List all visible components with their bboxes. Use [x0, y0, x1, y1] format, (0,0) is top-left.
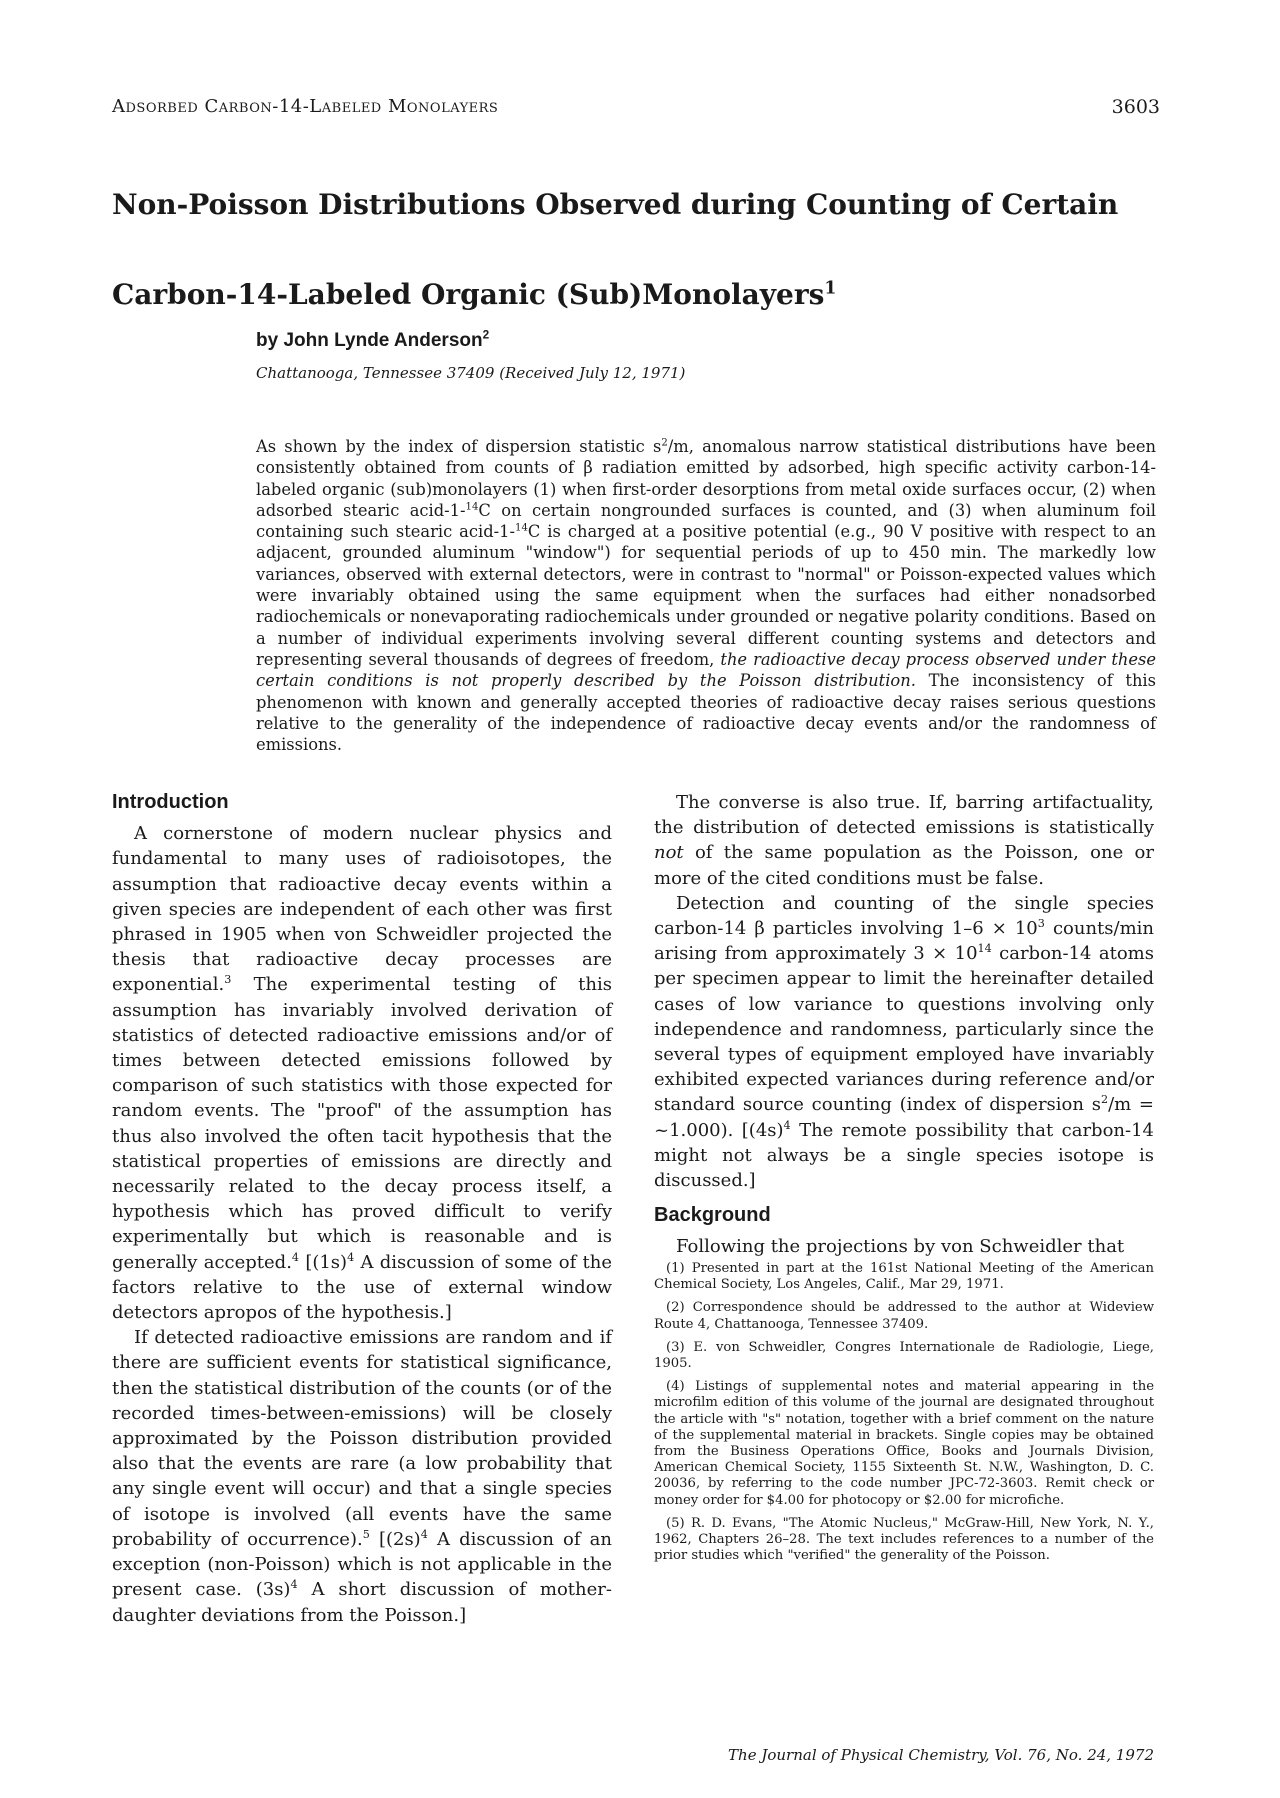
superscript: 14	[977, 942, 992, 956]
paragraph	[654, 790, 1154, 891]
author-byline	[256, 330, 856, 352]
paragraph-text: /m = ~1.000). [(4s)	[654, 1094, 1155, 1141]
abstract-text: As shown by the index of dispersion statistic s	[256, 437, 662, 456]
paragraph	[654, 891, 1154, 1193]
page-number: 3603	[1111, 96, 1160, 118]
footnotes	[654, 1261, 1154, 1571]
footnote-ref: 1	[824, 278, 837, 299]
paragraph	[112, 821, 612, 1325]
footnote-ref: 2	[482, 328, 490, 342]
abstract-text: /m, anomalous narrow statistical distributions have been consistently obtained from counts of β radiation emitted by adsorbed, high specific activity carbon-14-labeled organic (sub)monolayers (1) when first-order desorptions from metal oxide surfaces occur, (2) when adsorbed stearic acid-1-	[256, 437, 1157, 520]
paragraph	[112, 1325, 612, 1627]
paragraph-text: The converse is also true. If, barring artifactuality, the distribution of detected emissions is statistically	[654, 792, 1154, 839]
paragraph-text: carbon-14 atoms per specimen appear to limit the hereinafter detailed cases of low variance to questions involving only independence and randomness, particularly since the several types of equipment employed have invariably exhibited expected variances during reference and/or standard source counting (index of dispersion s	[654, 943, 1154, 1116]
footnote-ref: 4	[290, 1578, 298, 1592]
paragraph-text: A short discussion of mother-daughter deviations from the Poisson.]	[112, 1579, 612, 1626]
paragraph-text: [(1s)	[299, 1251, 348, 1273]
section-heading-background: Background	[654, 1204, 771, 1227]
footnote: (2) Correspondence should be addressed to the author at Wideview Route 4, Chattanooga, Tennessee 37409.	[654, 1300, 1154, 1332]
superscript: 2	[1100, 1093, 1109, 1107]
paragraph: Following the projections by von Schweidler that	[676, 1236, 1125, 1258]
abstract-text: The inconsistency of this phenomenon with known and generally accepted theories of radioactive decay raises serious questions relative to the generality of the independence of radioactive decay events and/or the randomness of emissions.	[256, 671, 1156, 755]
abstract	[256, 436, 1156, 755]
affiliation: Chattanooga, Tennessee 37409 (Received July 12, 1971)	[256, 364, 686, 382]
footnote-ref: 3	[224, 973, 232, 987]
paragraph-text: [(2s)	[369, 1528, 421, 1550]
section-heading-introduction: Introduction	[112, 791, 229, 813]
title-line-1: Non-Poisson Distributions Observed during Counting of Certain	[112, 188, 1119, 221]
title-line-2	[112, 250, 1172, 340]
journal-footer: The Journal of Physical Chemistry, Vol. 76, No. 24, 1972	[728, 1746, 1154, 1764]
paragraph-text: counts/min arising from approximately 3 × 10	[654, 918, 1154, 965]
paragraph-text: The experimental testing of this assumption has invariably involved derivation of statistics of detected radioactive emissions and/or of times between detected emissions followed by comparison of such statistics with those expected for random events. The "proof" of the assumption has thus also involved the often tacit hypothesis that the statistical properties of emissions are directly and necessarily related to the decay process itself, a hypothesis which has proved difficult to verify experimentally but which is reasonable and is generally accepted.	[112, 974, 612, 1273]
right-column	[654, 790, 1154, 1260]
superscript: 14	[515, 522, 528, 534]
footnote-ref: 4	[783, 1118, 791, 1132]
abstract-emphasis: the radioactive decay process observed under these certain conditions is not properly described by the Poisson distribution.	[256, 649, 1156, 691]
author-name: by John Lynde Anderson	[256, 330, 483, 351]
paragraph-text: A discussion of some of the factors relative to the use of external window detectors apropos of the hypothesis.]	[112, 1251, 613, 1324]
left-column	[112, 790, 612, 1628]
emphasis: not	[654, 842, 684, 864]
superscript: 3	[1037, 917, 1045, 931]
paragraph-text: A cornerstone of modern nuclear physics and fundamental to many uses of radioisotopes, the assumption that radioactive decay events within a given species are independent of each other was first phrased in 1905 when von Schweidler projected the thesis that radioactive decay processes are exponential.	[112, 823, 612, 996]
paragraph-text: The remote possibility that carbon-14 might not always be a single species isotope is discussed.]	[654, 1119, 1154, 1192]
footnote-ref: 5	[362, 1527, 370, 1541]
running-head: Adsorbed Carbon-14-Labeled Monolayers	[112, 96, 499, 117]
paragraph-text: A discussion of an exception (non-Poisson) which is not applicable in the present case. (3s)	[112, 1528, 612, 1601]
paragraph-text: If detected radioactive emissions are random and if there are sufficient events for statistical significance, then the statistical distribution of the counts (or of the recorded times-between-emissions) will be closely approximated by the Poisson distribution provided also that the events are rare (a low probability that any single event will occur) and that a single species of isotope is involved (all events have the same probability of occurrence).	[112, 1327, 612, 1550]
superscript: 2	[661, 437, 668, 449]
footnote-ref: 4	[420, 1527, 428, 1541]
footnote: (5) R. D. Evans, "The Atomic Nucleus," McGraw-Hill, New York, N. Y., 1962, Chapters 26–28. The text includes references to a number of the prior studies which "verified" the generality of the Poisson.	[654, 1515, 1154, 1564]
footnote-ref: 4	[291, 1250, 300, 1264]
abstract-text: C is charged at a positive potential (e.g., 90 V positive with respect to an adjacent, grounded aluminum "window") for sequential periods of up to 450 min. The markedly low variances, observed with external detectors, were in contrast to "normal" or Poisson-expected values which were invariably obtained using the same equipment when the surfaces had either nonadsorbed radiochemicals or nonevaporating radiochemicals under grounded or negative polarity conditions. Based on a number of individual experiments involving several different counting systems and detectors and representing several thousands of degrees of freedom,	[256, 522, 1156, 669]
title-line-2-text: Carbon-14-Labeled Organic (Sub)Monolayers	[112, 278, 825, 311]
superscript: 14	[465, 501, 479, 513]
footnote-ref: 4	[347, 1250, 355, 1264]
footnote: (1) Presented in part at the 161st National Meeting of the American Chemical Society, Los Angeles, Calif., Mar 29, 1971.	[654, 1261, 1154, 1293]
paragraph-text: Detection and counting of the single species carbon-14 β particles involving 1–6 × 10	[654, 892, 1154, 940]
paragraph-text: of the same population as the Poisson, one or more of the cited conditions must be false.	[654, 842, 1154, 889]
article-title	[112, 160, 1172, 340]
abstract-text: C on certain nongrounded surfaces is counted, and (3) when aluminum foil containing such stearic acid-1-	[256, 500, 1156, 542]
footnote: (4) Listings of supplemental notes and material appearing in the microfilm edition of this volume of the journal are designated throughout the article with "s" notation, together with a brief comment on the nature of the supplemental material in brackets. Single copies may be obtained from the Business Operations Office, Books and Journals Division, American Chemical Society, 1155 Sixteenth St. N.W., Washington, D. C. 20036, by referring to the code number JPC-72-3603. Remit check or money order for $4.00 for photocopy or $2.00 for microfiche.	[654, 1379, 1154, 1508]
footnote: (3) E. von Schweidler, Congres Internationale de Radiologie, Liege, 1905.	[654, 1339, 1154, 1372]
